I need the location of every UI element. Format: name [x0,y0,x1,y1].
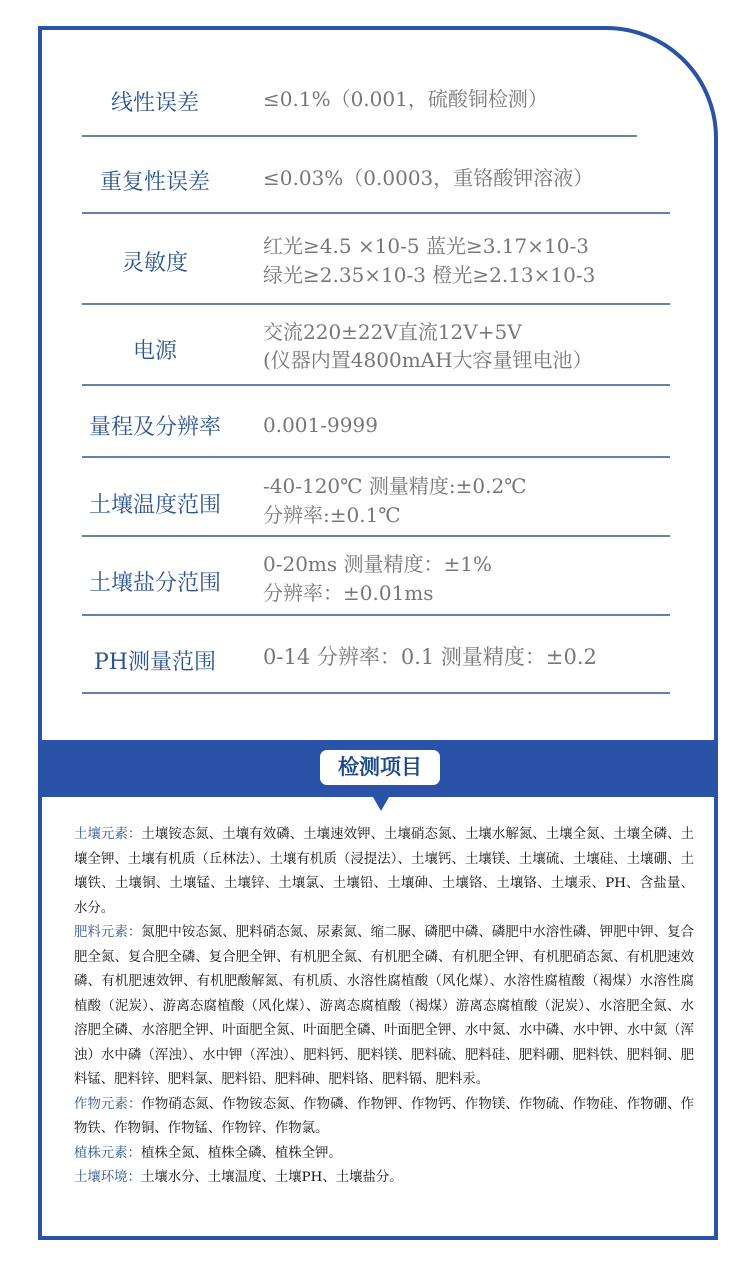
item-text: 植株全氮、植株全磷、植株全钾。 [140,1145,342,1161]
spec-value: 交流220±22V直流12V+5V [263,320,522,344]
spec-label: 量程及分辨率 [88,415,221,440]
spec-value: ≤0.1%（0.001，硫酸铜检测） [263,87,548,111]
item-soil-env [74,1166,694,1191]
item-text: 氮肥中铵态氮、肥料硝态氮、尿素氮、缩二脲、磷肥中磷、磷肥中水溶性磷、钾肥中钾、复合肥全氮、复合肥全磷、复合肥全钾、有机肥全氮、有机肥全磷、有机肥全钾、有机肥硝态氮、有机肥速效磷、有机肥速效钾、有机肥酸解氮、有机质、水溶性腐植酸（风化煤）、水溶性腐植酸（褐煤）水溶性腐植酸（泥炭）、游离态腐植酸（风化煤）、游离态腐植酸（褐煤）游离态腐植酸（泥炭）、水溶肥全氮、水溶肥全磷、水溶肥全钾、叶面肥全氮、叶面肥全磷、叶面肥全钾、水中氮、水中磷、水中钾、水中氮（浑浊）水中磷（浑浊）、水中钾（浑浊）、肥料钙、肥料镁、肥料硫、肥料硅、肥料硼、肥料铁、肥料铜、肥料锰、肥料锌、肥料氯、肥料铅、肥料砷、肥料铬、肥料镉、肥料汞。 [74,925,695,1087]
item-key: 土壤环境： [74,1170,141,1185]
spec-label: 土壤温度范围 [88,493,221,518]
spec-value: 0-14 分辨率：0.1 测量精度：±0.2 [263,645,597,669]
divider [82,535,670,537]
spec-value: -40-120℃ 测量精度:±0.2℃ [263,474,527,498]
divider [82,384,670,386]
divider [82,135,637,137]
spec-label: 灵敏度 [121,251,188,276]
item-text: 土壤铵态氮、土壤有效磷、土壤速效钾、土壤硝态氮、土壤水解氮、土壤全氮、土壤全磷、土壤全钾、土壤有机质（丘林法）、土壤有机质（浸提法）、土壤钙、土壤镁、土壤硫、土壤硅、土壤硼、土壤铁、土壤铜、土壤锰、土壤锌、土壤氯、土壤铅、土壤砷、土壤铬、土壤铬、土壤汞、PH、含盐量、水分。 [74,827,695,916]
spec-value: 0.001-9999 [263,413,378,437]
pointer-triangle-icon [373,797,389,811]
spec-value: 分辨率:±0.1℃ [263,503,401,527]
item-crop [74,1093,694,1142]
spec-value: 0-20ms 测量精度：±1% [263,552,493,576]
divider [82,614,670,616]
section-title: 检测项目 [320,750,440,785]
item-key: 土壤元素： [74,827,142,842]
divider [82,456,670,458]
item-key: 植株元素： [74,1145,141,1161]
spec-label: PH测量范围 [94,650,216,675]
item-soil [74,823,694,921]
item-key: 肥料元素： [74,925,142,940]
detection-items [74,823,694,1191]
spec-value: 绿光≥2.35×10-3 橙光≥2.13×10-3 [263,263,596,287]
spec-label: 线性误差 [110,91,199,116]
spec-label: 电源 [132,339,177,364]
item-plant [74,1142,694,1167]
divider [82,692,670,694]
spec-label: 土壤盐分范围 [88,571,221,596]
item-key: 作物元素： [74,1096,142,1112]
spec-label: 重复性误差 [99,170,210,195]
spec-value: ≤0.03%（0.0003，重铬酸钾溶液） [263,166,594,190]
spec-value: 分辨率：±0.01ms [263,581,434,605]
divider [82,212,670,214]
item-text: 土壤水分、土壤温度、土壤PH、土壤盐分。 [140,1170,403,1185]
divider [82,303,670,305]
item-text: 作物硝态氮、作物铵态氮、作物磷、作物钾、作物钙、作物镁、作物硫、作物硅、作物硼、作物铁、作物铜、作物锰、作物锌、作物氯。 [74,1096,695,1136]
spec-value: (仪器内置4800mAH大容量锂电池） [263,348,593,372]
item-fertilizer [74,921,694,1093]
spec-value: 红光≥4.5 ×10-5 蓝光≥3.17×10-3 [263,234,589,258]
